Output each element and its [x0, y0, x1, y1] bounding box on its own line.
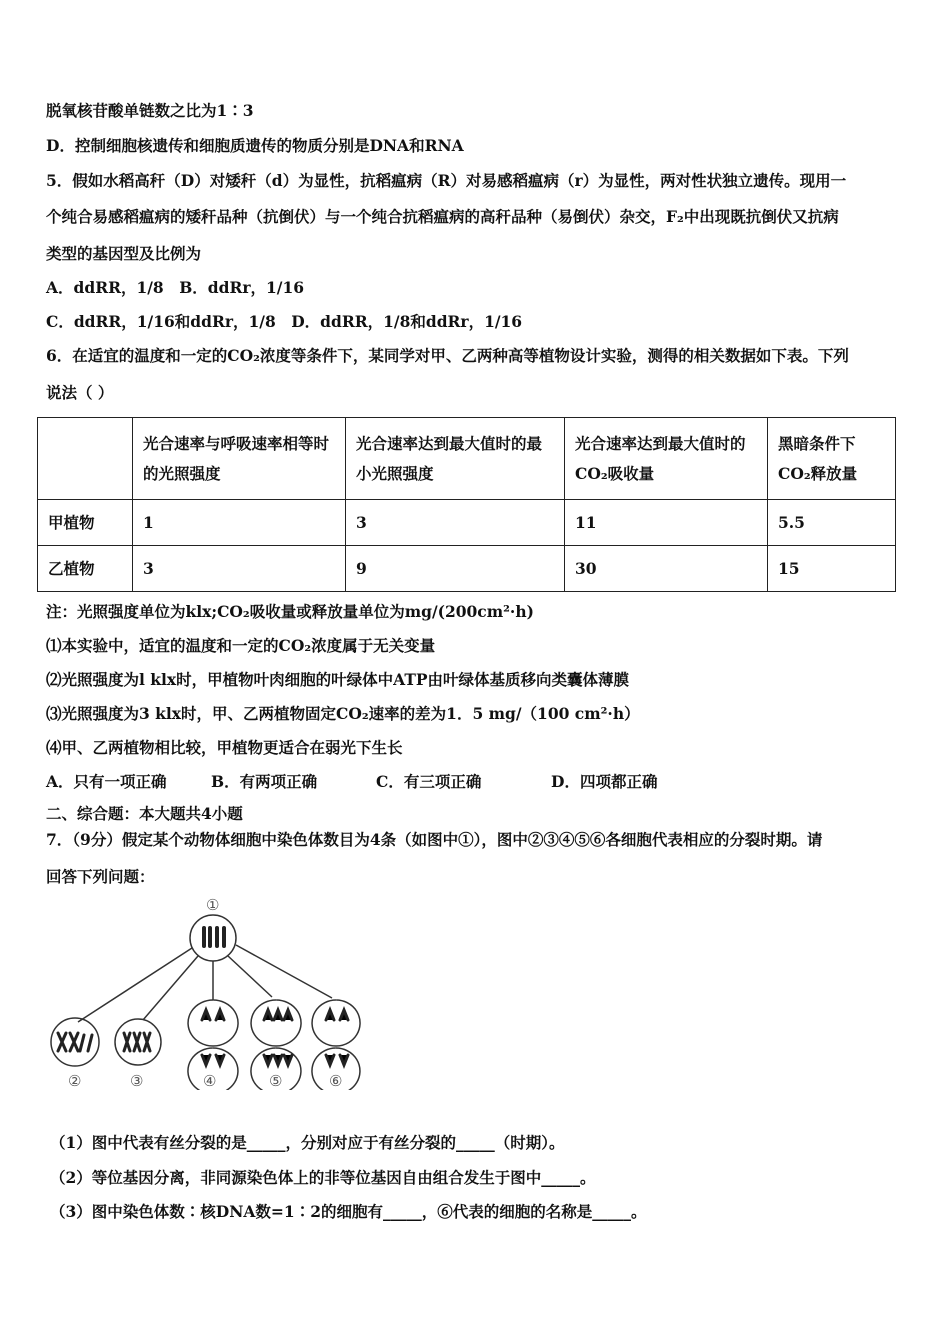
- table-cell: 3: [133, 546, 346, 592]
- chromosomes: [202, 926, 226, 948]
- question-5-line3: 类型的基因型及比例为: [46, 244, 202, 263]
- label-1: ①: [206, 896, 220, 914]
- text-line: 脱氧核苷酸单链数之比为1∶3: [46, 101, 254, 120]
- question-5: 5．假如水稻高秆（D）对矮秆（d）为显性，抗稻瘟病（R）对易感稻瘟病（r）为显性，两对性状独立遗传。现用一: [46, 171, 847, 190]
- statement-1: ⑴本实验中，适宜的温度和一定的CO₂浓度属于无关变量: [46, 636, 436, 655]
- statement-4: ⑷甲、乙两植物相比较，甲植物更适合在弱光下生长: [46, 738, 403, 757]
- question-7: 7．（9分）假定某个动物体细胞中染色体数目为4条（如图中①），图中②③④⑤⑥各细胞代表相应的分裂时期。请: [46, 830, 823, 849]
- question-7-line2: 回答下列问题：: [46, 867, 155, 886]
- table-cell: 3: [346, 500, 565, 546]
- header-cell: 黑暗条件下CO₂释放量: [768, 418, 896, 500]
- table-note: 注：光照强度单位为klx;CO₂吸收量或释放量单位为mg/(200cm²·h): [46, 602, 534, 621]
- table-cell: 30: [565, 546, 768, 592]
- option-b: B．有两项正确: [211, 772, 318, 791]
- label-5: ⑤: [269, 1072, 283, 1090]
- cell-1: [190, 915, 236, 961]
- statement-3: ⑶光照强度为3 klx时，甲、乙两植物固定CO₂速率的差为1．5 mg/（100 cm²·h）: [46, 704, 640, 723]
- label-4: ④: [203, 1072, 217, 1090]
- header-cell: 光合速率达到最大值时的CO₂吸收量: [565, 418, 768, 500]
- option-d: D．控制细胞核遗传和细胞质遗传的物质分别是DNA和RNA: [46, 136, 464, 155]
- table-cell: 5.5: [768, 500, 896, 546]
- question-5-line2: 个纯合易感稻瘟病的矮秆品种（抗倒伏）与一个纯合抗稻瘟病的高秆品种（易倒伏）杂交，F₂中出现既抗倒伏又抗病: [46, 207, 839, 226]
- statement-2: ⑵光照强度为l klx时，甲植物叶肉细胞的叶绿体中ATP由叶绿体基质移向类囊体薄膜: [46, 670, 630, 689]
- section-heading: 二、综合题：本大题共4小题: [46, 804, 243, 823]
- sub-question-1: （1）图中代表有丝分裂的是_____，分别对应于有丝分裂的_____（时期）。: [50, 1133, 565, 1152]
- option-a: A．只有一项正确: [46, 772, 167, 791]
- table-cell: 1: [133, 500, 346, 546]
- q5-options-ab: A．ddRR，1/8 B．ddRr，1/16: [46, 278, 305, 297]
- table-cell: 11: [565, 500, 768, 546]
- header-cell: [38, 418, 133, 500]
- label-6: ⑥: [329, 1072, 343, 1090]
- option-c: C．有三项正确: [376, 772, 482, 791]
- header-cell: 光合速率达到最大值时的最小光照强度: [346, 418, 565, 500]
- table-row: [38, 500, 896, 546]
- q5-options-cd: C．ddRR，1/16和ddRr，1/8 D．ddRR，1/8和ddRr，1/16: [46, 312, 523, 331]
- table-cell: 9: [346, 546, 565, 592]
- table-cell: 15: [768, 546, 896, 592]
- sub-question-3: （3）图中染色体数∶核DNA数=1∶2的细胞有_____，⑥代表的细胞的名称是_____。: [50, 1202, 647, 1221]
- table-row: [38, 546, 896, 592]
- label-2: ②: [68, 1072, 82, 1090]
- table-cell: 甲植物: [38, 500, 133, 546]
- table-cell: 乙植物: [38, 546, 133, 592]
- header-cell: 光合速率与呼吸速率相等时的光照强度: [133, 418, 346, 500]
- cell-division-figure: [40, 890, 370, 1090]
- question-6-line2: 说法（ ）: [46, 383, 114, 402]
- q6-options: [46, 772, 657, 792]
- chromosome-marks: [58, 1010, 348, 1065]
- option-d: D．四项都正确: [551, 772, 658, 791]
- data-table: [37, 417, 896, 592]
- question-6: 6．在适宜的温度和一定的CO₂浓度等条件下，某同学对甲、乙两种高等植物设计实验，测得的相关数据如下表。下列: [46, 346, 849, 365]
- label-3: ③: [130, 1072, 144, 1090]
- sub-question-2: （2）等位基因分离，非同源染色体上的非等位基因自由组合发生于图中_____。: [50, 1168, 596, 1187]
